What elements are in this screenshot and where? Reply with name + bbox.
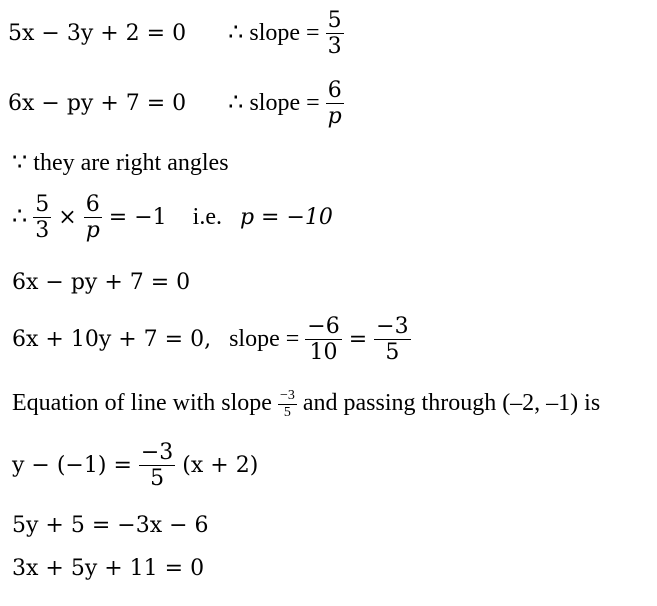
fraction-numerator: 6	[326, 78, 344, 104]
fraction-denominator: 3	[327, 34, 342, 60]
fraction-numerator: 5	[327, 8, 342, 33]
equals-sign: =	[341, 326, 375, 352]
fraction-numerator: 5	[35, 192, 50, 217]
fraction-numerator: −3	[140, 440, 174, 465]
slope-label-1: ∴ slope =	[228, 19, 326, 46]
equation-6: 6x + 10y + 7 = 0,	[12, 326, 212, 352]
fraction-denominator: 5	[150, 466, 165, 492]
line-equation-text: Equation of line with slope	[12, 390, 278, 417]
equation-line-5: 6x − py + 7 = 0	[12, 270, 191, 295]
fraction-denominator: 5	[385, 340, 400, 366]
fraction-slope-1	[326, 8, 344, 60]
fraction-numerator: −6	[307, 314, 340, 339]
point-slope-right: (x + 2)	[175, 452, 259, 478]
equation-line-4	[12, 192, 333, 244]
fraction-6-p	[84, 192, 102, 244]
fraction-denominator: 5	[283, 405, 291, 421]
equation-1: 5x − 3y + 2 = 0	[8, 20, 187, 46]
equals-minus-one: = −1	[101, 204, 167, 230]
therefore-symbol: ∴	[12, 203, 34, 230]
equation-line-2	[8, 78, 344, 130]
passing-through-text: and passing through (–2, –1) is	[296, 390, 601, 417]
slope-label-6: slope =	[229, 325, 306, 352]
fraction-minus3-5	[374, 314, 410, 366]
equation-line-1	[8, 8, 344, 60]
point-slope-left: y − (−1) =	[12, 452, 139, 478]
equation-2: 6x − py + 7 = 0	[8, 90, 187, 116]
slope-label-2: ∴ slope =	[228, 89, 326, 116]
fraction-denominator: p	[85, 218, 100, 244]
equation-line-10: 3x + 5y + 11 = 0	[12, 556, 205, 581]
fraction-denominator: 3	[35, 218, 50, 244]
fraction-denominator: 10	[309, 340, 338, 366]
fraction-minus6-10	[305, 314, 341, 366]
fraction-slope-small	[278, 388, 297, 421]
equation-line-8	[12, 440, 258, 492]
fraction-denominator: p	[327, 104, 342, 130]
equation-line-6	[12, 314, 411, 366]
p-value: p = −10	[239, 204, 333, 230]
times-symbol: ×	[51, 204, 84, 230]
statement-right-angles: ∵ they are right angles	[12, 150, 229, 176]
fraction-slope-2	[326, 78, 344, 130]
equation-line-9: 5y + 5 = −3x − 6	[12, 513, 209, 538]
fraction-5-3	[33, 192, 51, 244]
fraction-numerator: 6	[84, 192, 102, 218]
ie-label: i.e.	[192, 203, 222, 230]
fraction-numerator: −3	[278, 388, 297, 405]
fraction-numerator: −3	[376, 314, 409, 339]
fraction-minus3-5-b	[139, 440, 175, 492]
equation-line-7	[12, 388, 600, 421]
